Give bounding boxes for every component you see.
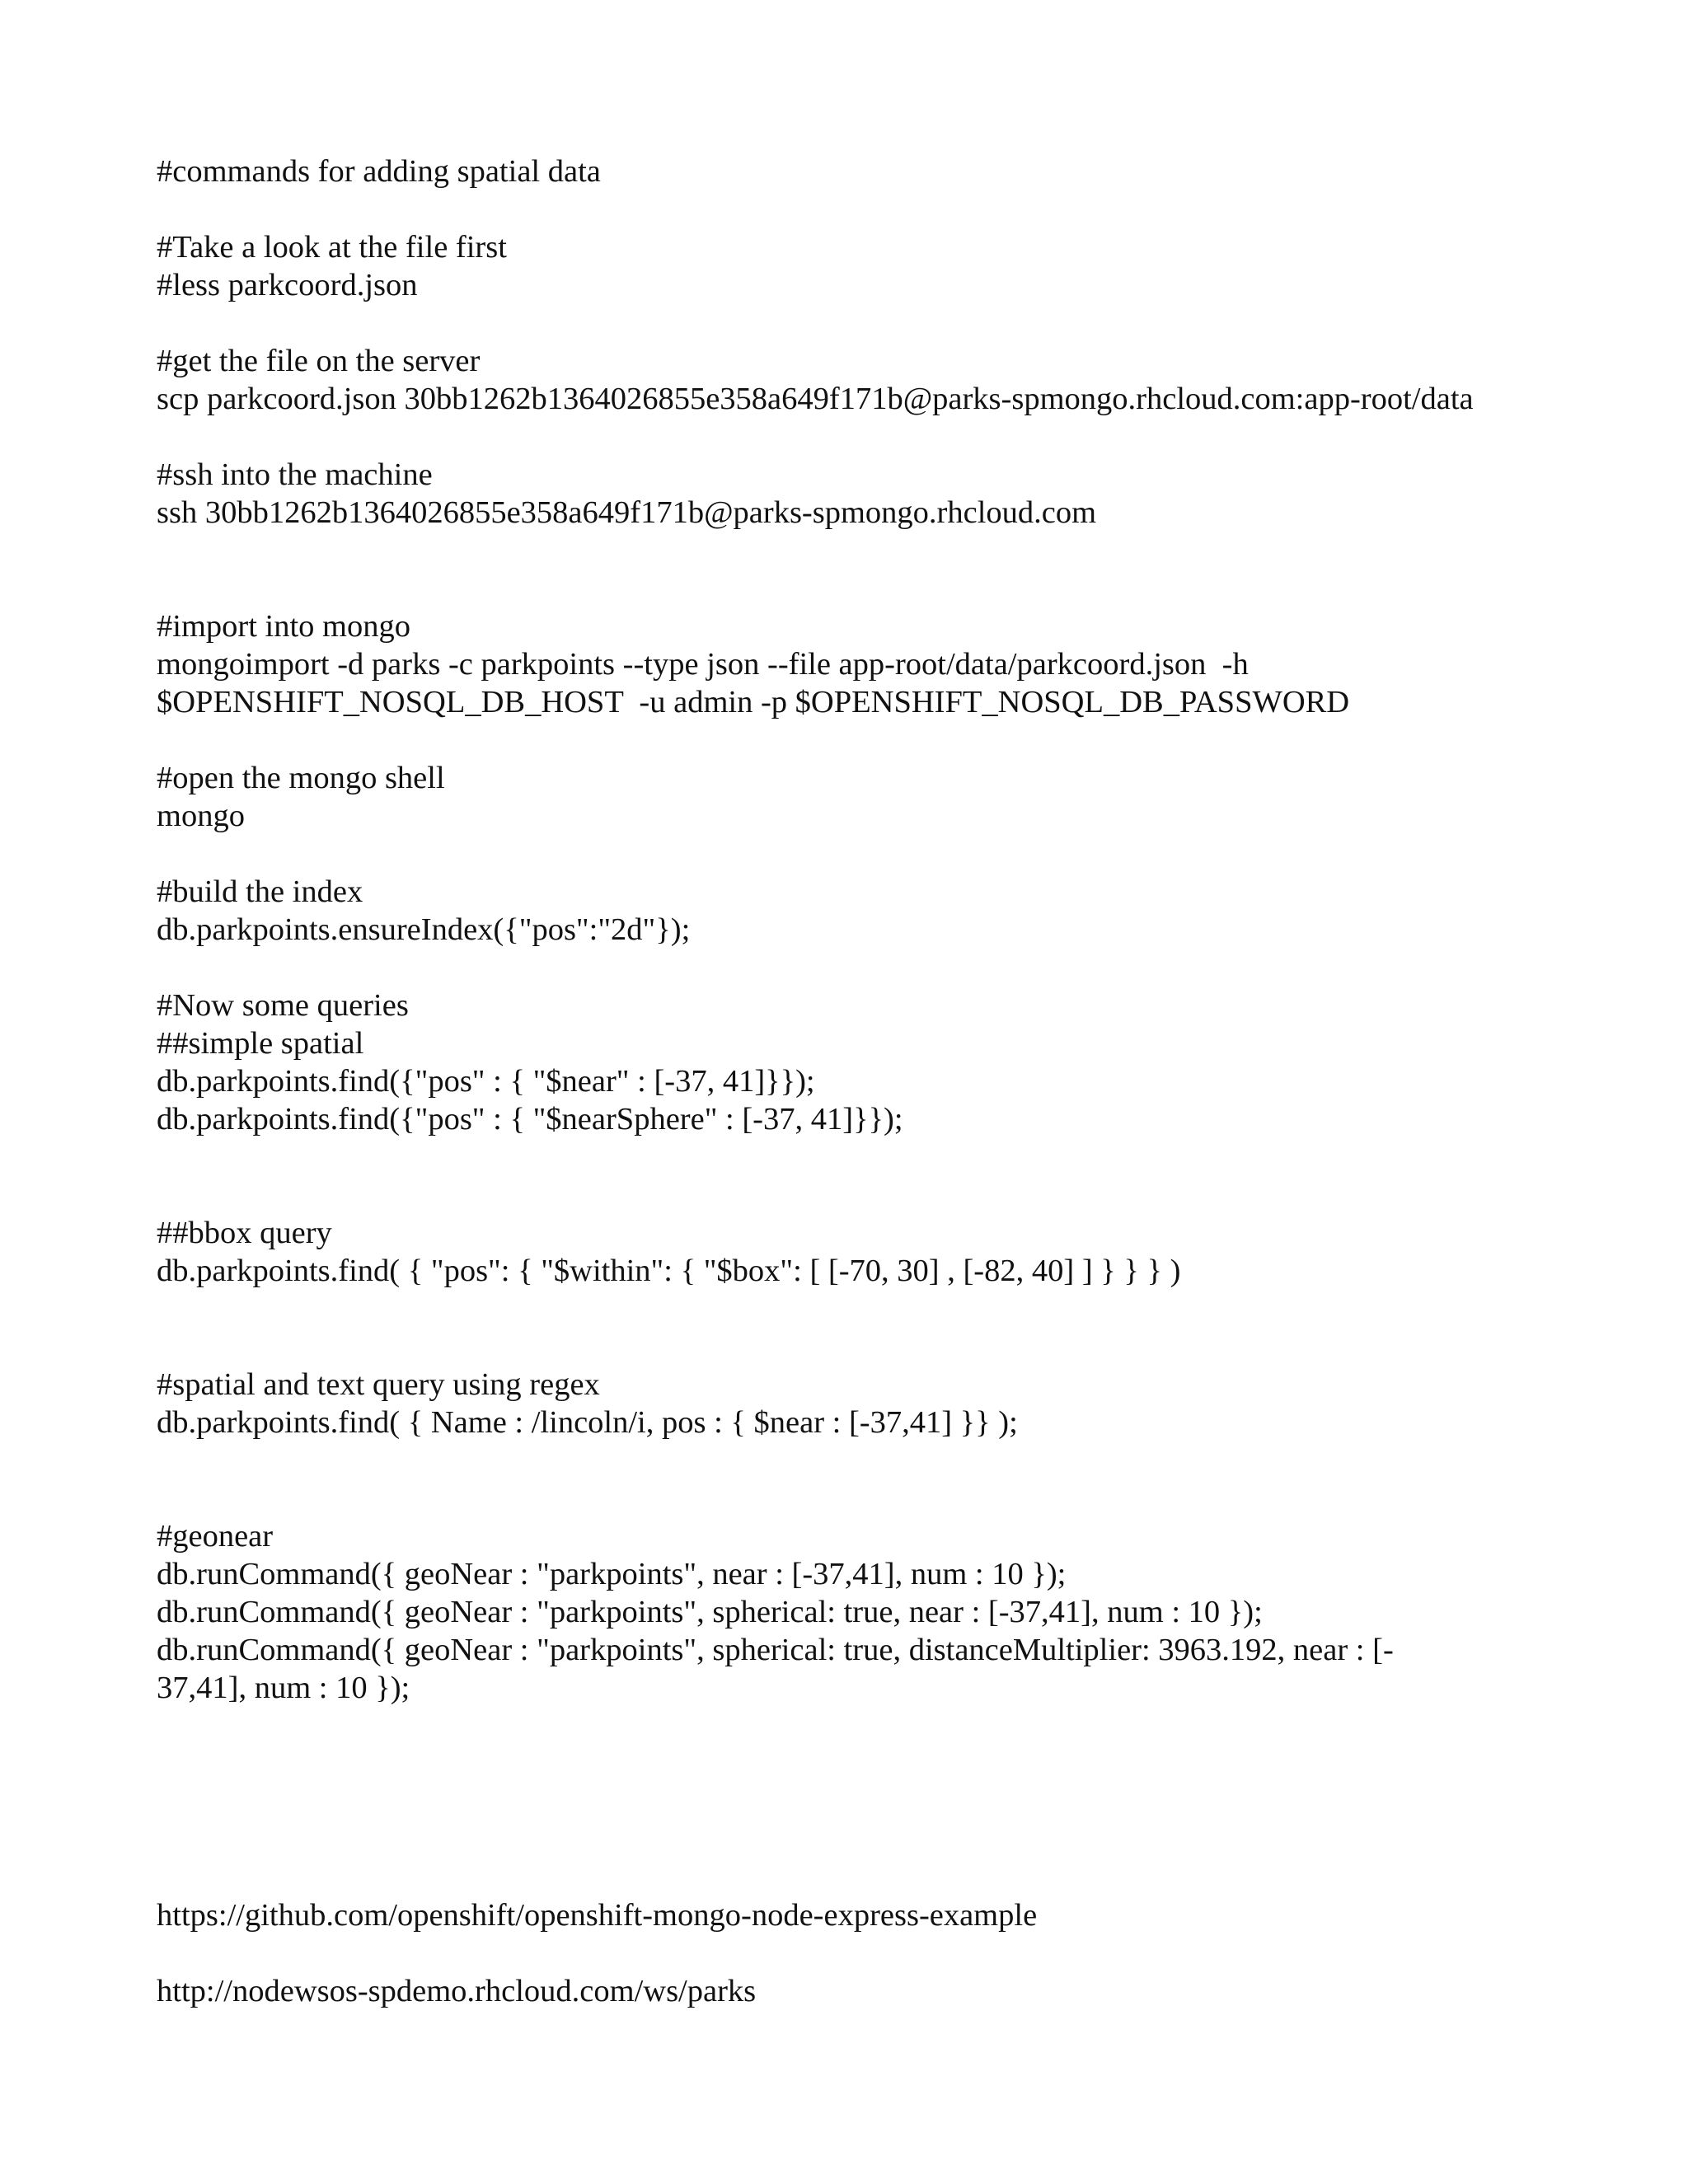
command-line: db.parkpoints.find({"pos" : { "$near" : [-37, 41]}});: [157, 1064, 815, 1099]
command-line: 37,41], num : 10 });: [157, 1671, 410, 1705]
comment-line: #spatial and text query using regex: [157, 1367, 600, 1402]
comment-line: #build the index: [157, 874, 363, 909]
command-line: scp parkcoord.json 30bb1262b1364026855e358a649f171b@parks-spmongo.rhcloud.com:app-root/data: [157, 382, 1474, 416]
command-line: db.parkpoints.find({"pos" : { "$nearSphere" : [-37, 41]}});: [157, 1102, 903, 1137]
command-line: db.runCommand({ geoNear : "parkpoints", near : [-37,41], num : 10 });: [157, 1557, 1067, 1591]
comment-line: #Now some queries: [157, 988, 409, 1023]
command-line: db.parkpoints.ensureIndex({"pos":"2d"});: [157, 912, 691, 947]
command-line: db.parkpoints.find( { Name : /lincoln/i, pos : { $near : [-37,41] }} );: [157, 1405, 1018, 1440]
command-line: ssh 30bb1262b1364026855e358a649f171b@parks-spmongo.rhcloud.com: [157, 495, 1097, 530]
comment-line: #geonear: [157, 1519, 274, 1554]
comment-line: #Take a look at the file first: [157, 230, 507, 265]
command-line: mongo: [157, 799, 245, 833]
comment-line: #open the mongo shell: [157, 761, 445, 795]
command-line: mongoimport -d parks -c parkpoints --type json --file app-root/data/parkcoord.json -h: [157, 647, 1249, 682]
comment-line: #import into mongo: [157, 609, 410, 644]
comment-line: #get the file on the server: [157, 344, 481, 378]
github-url-text: https://github.com/openshift/openshift-mongo-node-express-example: [157, 1898, 1038, 1933]
demo-url-text: http://nodewsos-spdemo.rhcloud.com/ws/parks: [157, 1974, 757, 2008]
comment-line: ##simple spatial: [157, 1026, 364, 1061]
command-line: db.runCommand({ geoNear : "parkpoints", spherical: true, distanceMultiplier: 3963.192, near : [-: [157, 1633, 1394, 1667]
comment-line: #less parkcoord.json: [157, 268, 418, 302]
command-line: db.runCommand({ geoNear : "parkpoints", spherical: true, near : [-37,41], num : 10 });: [157, 1595, 1263, 1629]
command-line: $OPENSHIFT_NOSQL_DB_HOST -u admin -p $OPENSHIFT_NOSQL_DB_PASSWORD: [157, 685, 1350, 719]
command-line: db.parkpoints.find( { "pos": { "$within": { "$box": [ [-70, 30] , [-82, 40] ] } } } ): [157, 1254, 1181, 1288]
comment-line: #ssh into the machine: [157, 457, 433, 492]
comment-line: ##bbox query: [157, 1216, 332, 1250]
comment-line: #commands for adding spatial data: [157, 154, 601, 189]
